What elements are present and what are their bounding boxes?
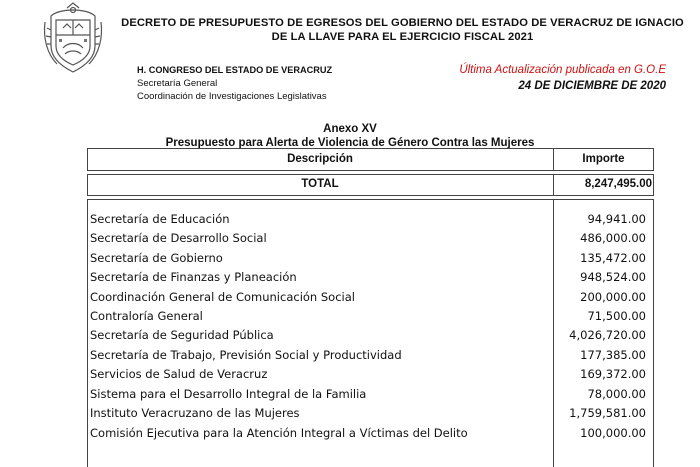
table-row-amount: 4,026,720.00	[569, 328, 646, 342]
table-row-description: Servicios de Salud de Veracruz	[90, 367, 268, 381]
total-label: TOTAL	[301, 178, 339, 190]
table-row-description: Secretaría de Educación	[90, 212, 230, 226]
column-header-amount: Importe	[582, 153, 625, 165]
coat-of-arms-icon	[41, 2, 105, 76]
issuer-department: Secretaría General	[137, 78, 218, 89]
table-row-description: Secretaría de Desarrollo Social	[90, 231, 267, 245]
table-row-amount: 200,000.00	[580, 290, 646, 304]
update-date: 24 DE DICIEMBRE DE 2020	[518, 80, 666, 92]
table-row-description: Instituto Veracruzano de las Mujeres	[90, 406, 300, 420]
table-row-description: Secretaría de Seguridad Pública	[90, 328, 274, 342]
issuer-block	[137, 64, 332, 103]
table-row-amount: 486,000.00	[580, 231, 646, 245]
table-row-amount: 169,372.00	[580, 367, 646, 381]
table-row-description: Coordinación General de Comunicación Social	[90, 290, 355, 304]
table-row-description: Comisión Ejecutiva para la Atención Integral a Víctimas del Delito	[90, 426, 468, 440]
table-row-amount: 100,000.00	[580, 426, 646, 440]
column-header-description: Descripción	[287, 153, 353, 165]
document-title	[120, 16, 685, 44]
annex-number: Anexo XV	[323, 123, 377, 135]
annex-title: Presupuesto para Alerta de Violencia de Género Contra las Mujeres	[165, 137, 535, 149]
table-row-amount: 78,000.00	[587, 387, 646, 401]
table-row-description: Sistema para el Desarrollo Integral de la Familia	[90, 387, 367, 401]
table-row-description: Contraloría General	[90, 309, 203, 323]
table-row-amount: 948,524.00	[580, 270, 646, 284]
table-row-amount: 177,385.00	[580, 348, 646, 362]
table-row-amount: 135,472.00	[580, 251, 646, 265]
table-row-description: Secretaría de Trabajo, Previsión Social y Productividad	[90, 348, 402, 362]
issuer-coordination: Coordinación de Investigaciones Legislativas	[137, 91, 327, 102]
table-row-description: Secretaría de Gobierno	[90, 251, 223, 265]
update-label: Última Actualización publicada en G.O.E	[459, 64, 666, 76]
table-body-divider	[553, 199, 554, 467]
table-row-amount: 1,759,581.00	[569, 406, 646, 420]
document-title-line-1: DECRETO DE PRESUPUESTO DE EGRESOS DEL GOBIERNO DEL ESTADO DE VERACRUZ DE IGNACIO	[121, 17, 684, 29]
table-row-description: Secretaría de Finanzas y Planeación	[90, 270, 297, 284]
document-title-line-2: DE LA LLAVE PARA EL EJERCICIO FISCAL 2021	[271, 31, 534, 43]
total-amount: 8,247,495.00	[584, 178, 652, 190]
issuer-name: H. CONGRESO DEL ESTADO DE VERACRUZ	[137, 65, 333, 75]
annex-heading	[0, 122, 700, 150]
table-row-amount: 71,500.00	[587, 309, 646, 323]
table-row-amount: 94,941.00	[587, 212, 646, 226]
